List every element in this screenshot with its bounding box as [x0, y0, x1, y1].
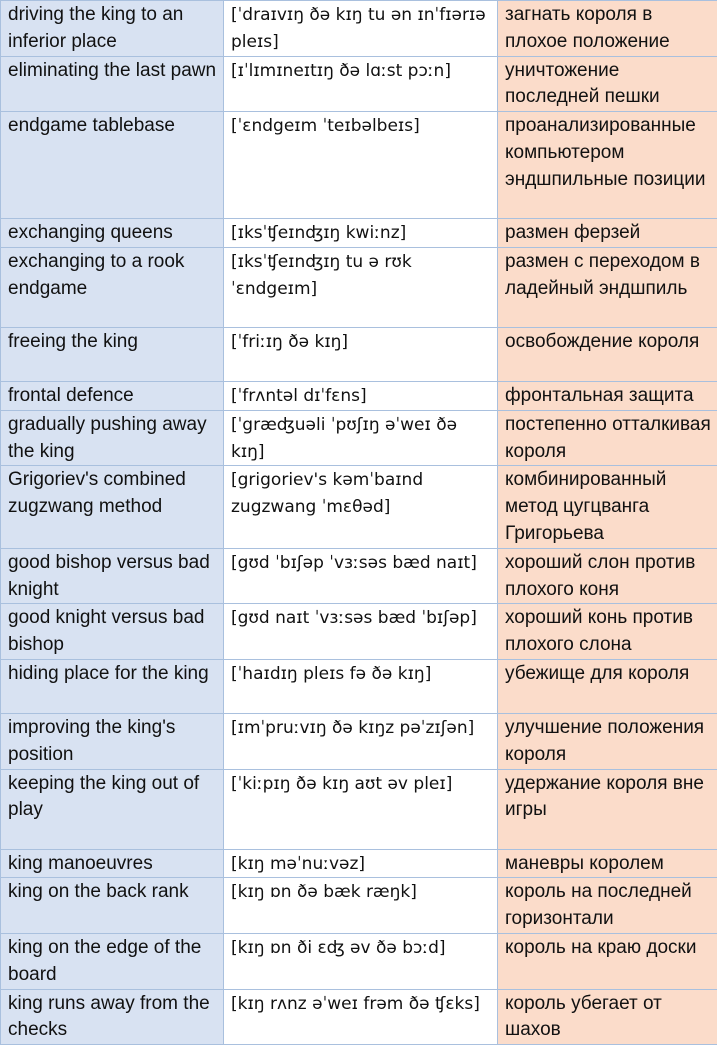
term-english: exchanging to a rook endgame — [1, 247, 224, 327]
term-russian: король на краю доски — [498, 933, 717, 989]
table-row — [1, 878, 717, 934]
term-english: good knight versus bad bishop — [1, 604, 224, 660]
term-english: hiding place for the king — [1, 659, 224, 713]
term-english: gradually pushing away the king — [1, 410, 224, 466]
term-transcription: [ˈfrʌntəl dɪˈfɛns] — [224, 381, 498, 410]
term-transcription: [grigoriev's kəmˈbaɪnd zugzwang ˈmɛθəd] — [224, 466, 498, 548]
term-transcription: [ˈkiːpɪŋ ðə kɪŋ aʊt əv pleɪ] — [224, 769, 498, 849]
term-english: Grigoriev's combined zugzwang method — [1, 466, 224, 548]
table-row — [1, 327, 717, 381]
table-row — [1, 247, 717, 327]
table-row — [1, 713, 717, 769]
term-english: endgame tablebase — [1, 112, 224, 219]
term-english: driving the king to an inferior place — [1, 1, 224, 57]
term-russian: размен ферзей — [498, 219, 717, 248]
term-english: good bishop versus bad knight — [1, 548, 224, 604]
table-row — [1, 659, 717, 713]
term-russian: король на последней горизонтали — [498, 878, 717, 934]
term-russian: уничтожение последней пешки — [498, 56, 717, 112]
term-transcription: [gʊd ˈbɪʃəp ˈvɜːsəs bæd naɪt] — [224, 548, 498, 604]
table-row — [1, 381, 717, 410]
table-row — [1, 56, 717, 112]
table-row — [1, 604, 717, 660]
term-transcription: [kɪŋ ɒn ði ɛʤ əv ðə bɔːd] — [224, 933, 498, 989]
term-russian: король убегает от шахов — [498, 989, 717, 1045]
table-row — [1, 849, 717, 878]
term-transcription: [ˈgræʤuəli ˈpʊʃɪŋ əˈweɪ ðə kɪŋ] — [224, 410, 498, 466]
term-english: frontal defence — [1, 381, 224, 410]
table-row — [1, 1, 717, 57]
term-english: keeping the king out of play — [1, 769, 224, 849]
term-english: freeing the king — [1, 327, 224, 381]
term-english: king runs away from the checks — [1, 989, 224, 1045]
term-transcription: [gʊd naɪt ˈvɜːsəs bæd ˈbɪʃəp] — [224, 604, 498, 660]
term-english: exchanging queens — [1, 219, 224, 248]
term-english: king on the back rank — [1, 878, 224, 934]
term-transcription: [ɪˈlɪmɪneɪtɪŋ ðə lɑːst pɔːn] — [224, 56, 498, 112]
term-transcription: [ɪmˈpruːvɪŋ ðə kɪŋz pəˈzɪʃən] — [224, 713, 498, 769]
term-transcription: [ˈhaɪdɪŋ pleɪs fə ðə kɪŋ] — [224, 659, 498, 713]
table-row — [1, 933, 717, 989]
table-row — [1, 112, 717, 219]
term-russian: хороший слон против плохого коня — [498, 548, 717, 604]
table-row — [1, 989, 717, 1045]
term-transcription: [ɪksˈʧeɪnʤɪŋ tu ə rʊk ˈɛndgeɪm] — [224, 247, 498, 327]
term-transcription: [ˈɛndgeɪm ˈteɪbəlbeɪs] — [224, 112, 498, 219]
term-russian: размен с переходом в ладейный эндшпиль — [498, 247, 717, 327]
term-russian: удержание короля вне игры — [498, 769, 717, 849]
term-transcription: [kɪŋ ɒn ðə bæk ræŋk] — [224, 878, 498, 934]
term-russian: хороший конь против плохого слона — [498, 604, 717, 660]
term-russian: загнать короля в плохое положение — [498, 1, 717, 57]
term-russian: убежище для короля — [498, 659, 717, 713]
table-row — [1, 410, 717, 466]
term-russian: улучшение положения короля — [498, 713, 717, 769]
term-transcription: [ɪksˈʧeɪnʤɪŋ kwiːnz] — [224, 219, 498, 248]
term-transcription: [kɪŋ rʌnz əˈweɪ frəm ðə ʧɛks] — [224, 989, 498, 1045]
term-transcription: [ˈfriːɪŋ ðə kɪŋ] — [224, 327, 498, 381]
term-transcription: [kɪŋ məˈnuːvəz] — [224, 849, 498, 878]
term-english: eliminating the last pawn — [1, 56, 224, 112]
term-english: king on the edge of the board — [1, 933, 224, 989]
table-row — [1, 548, 717, 604]
term-english: king manoeuvres — [1, 849, 224, 878]
term-russian: комбинированный метод цугцванга Григорьева — [498, 466, 717, 548]
term-russian: проанализированные компьютером эндшпильные позиции — [498, 112, 717, 219]
term-transcription: [ˈdraɪvɪŋ ðə kɪŋ tu ən ɪnˈfɪərɪə pleɪs] — [224, 1, 498, 57]
table-row — [1, 769, 717, 849]
term-russian: освобождение короля — [498, 327, 717, 381]
table-row — [1, 219, 717, 248]
term-russian: маневры королем — [498, 849, 717, 878]
term-russian: постепенно отталкивая короля — [498, 410, 717, 466]
term-russian: фронтальная защита — [498, 381, 717, 410]
term-english: improving the king's position — [1, 713, 224, 769]
table-row — [1, 466, 717, 548]
